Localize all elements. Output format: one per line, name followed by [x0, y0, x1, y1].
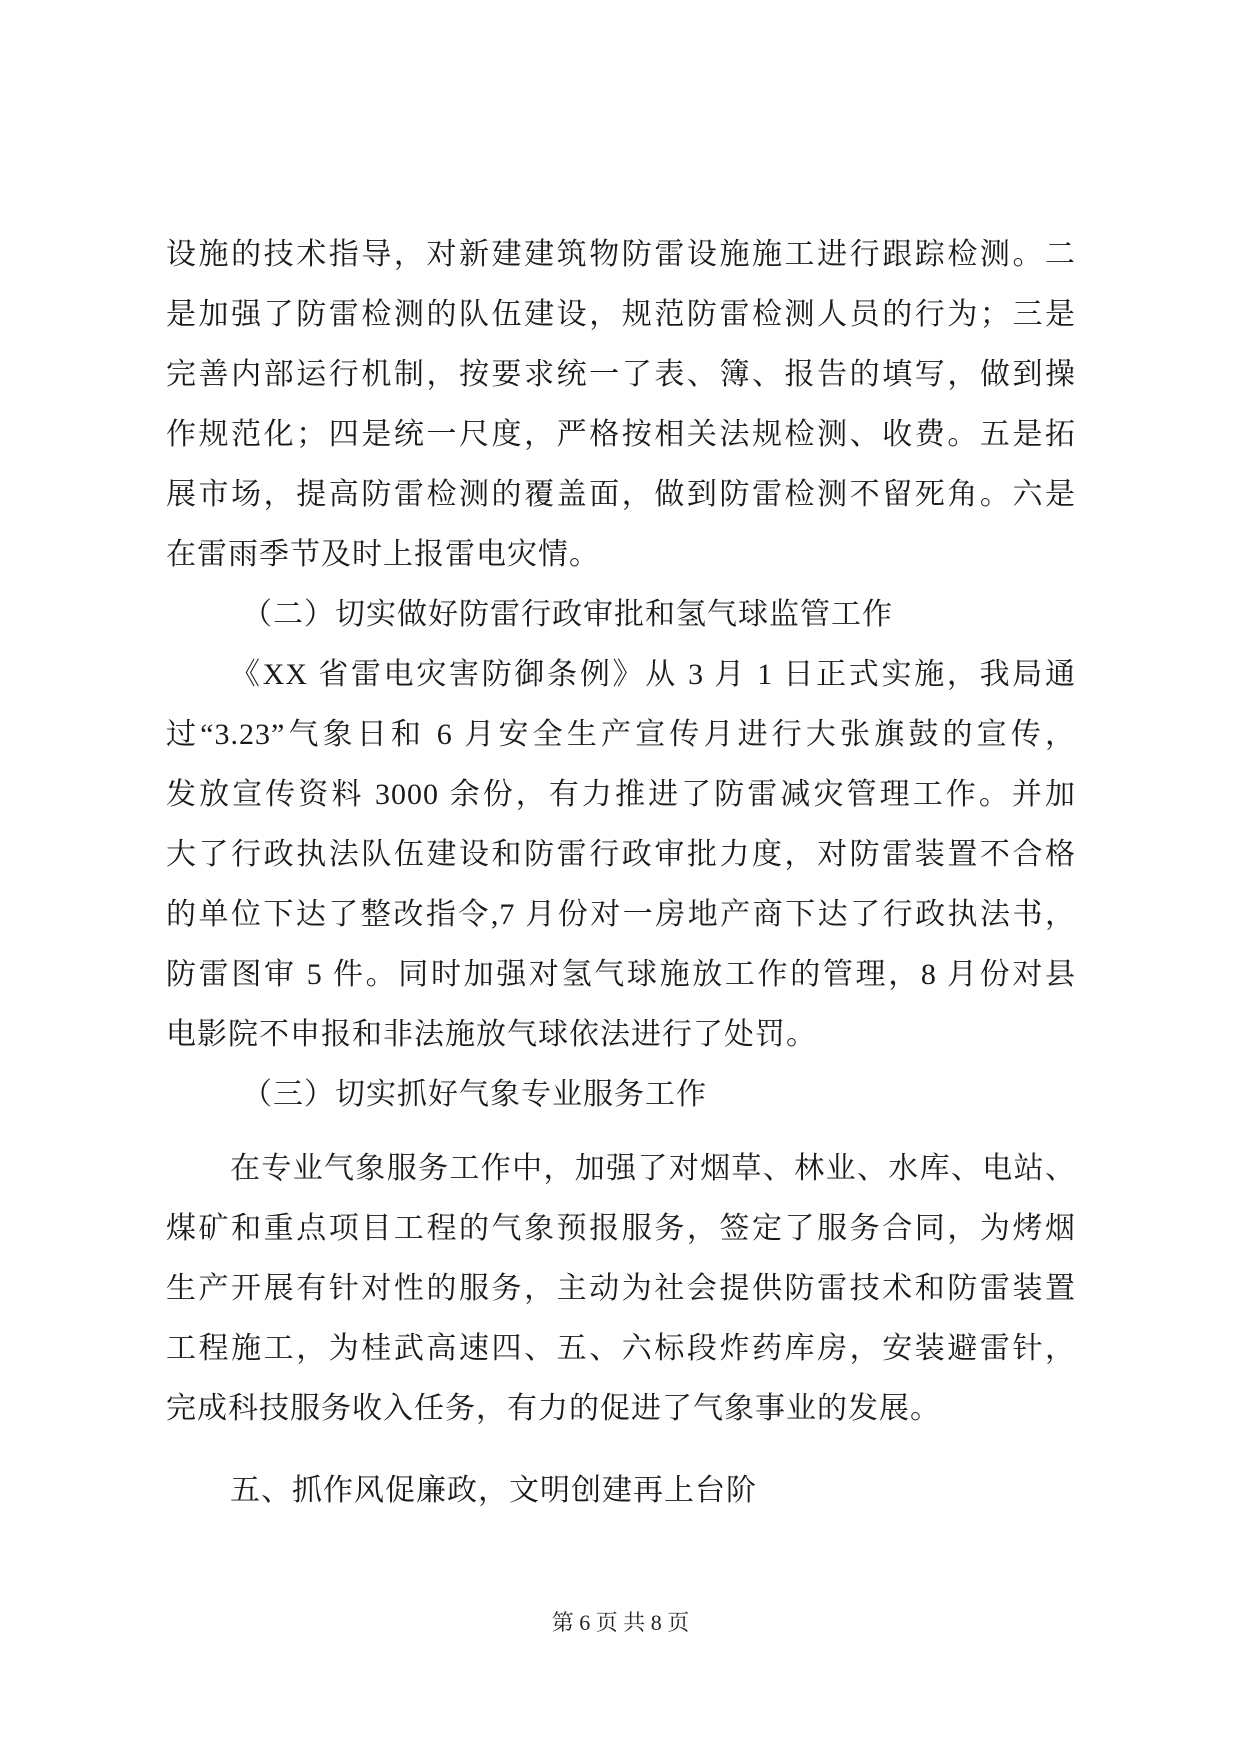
paragraph-line: 发放宣传资料 3000 余份，有力推进了防雷减灾管理工作。并加	[166, 778, 1076, 811]
section-heading: （三）切实抓好气象专业服务工作	[242, 1078, 707, 1111]
section-heading: （二）切实做好防雷行政审批和氢气球监管工作	[242, 598, 893, 631]
page-number-footer: 第 6 页 共 8 页	[551, 1610, 690, 1635]
paragraph-line: 工程施工，为桂武高速四、五、六标段炸药库房，安装避雷针，	[166, 1332, 1076, 1365]
paragraph-line: 电影院不申报和非法施放气球依法进行了处罚。	[166, 1018, 817, 1051]
paragraph-line: 在专业气象服务工作中，加强了对烟草、林业、水库、电站、	[230, 1152, 1076, 1185]
paragraph-line: 防雷图审 5 件。同时加强对氢气球施放工作的管理，8 月份对县	[166, 958, 1076, 991]
paragraph-line: 煤矿和重点项目工程的气象预报服务，签定了服务合同，为烤烟	[166, 1212, 1076, 1245]
paragraph-line: 完成科技服务收入任务，有力的促进了气象事业的发展。	[166, 1392, 941, 1425]
paragraph-line: 的单位下达了整改指令,7 月份对一房地产商下达了行政执法书，	[166, 898, 1076, 931]
document-body	[166, 225, 1076, 1521]
paragraph-line: 过“3.23”气象日和 6 月安全生产宣传月进行大张旗鼓的宣传，	[166, 718, 1076, 751]
paragraph-line: 完善内部运行机制，按要求统一了表、簿、报告的填写，做到操	[166, 358, 1076, 391]
paragraph-line: 生产开展有针对性的服务，主动为社会提供防雷技术和防雷装置	[166, 1272, 1076, 1305]
paragraph-line: 设施的技术指导，对新建建筑物防雷设施施工进行跟踪检测。二	[166, 238, 1076, 271]
paragraph-line: 作规范化；四是统一尺度，严格按相关法规检测、收费。五是拓	[166, 418, 1076, 451]
paragraph-line: 《XX 省雷电灾害防御条例》从 3 月 1 日正式实施，我局通	[230, 658, 1076, 691]
paragraph-line: 是加强了防雷检测的队伍建设，规范防雷检测人员的行为；三是	[166, 298, 1076, 331]
paragraph-line: 在雷雨季节及时上报雷电灾情。	[166, 538, 600, 571]
paragraph-line: 展市场，提高防雷检测的覆盖面，做到防雷检测不留死角。六是	[166, 478, 1076, 511]
paragraph-line: 大了行政执法队伍建设和防雷行政审批力度，对防雷装置不合格	[166, 838, 1076, 871]
section-heading: 五、抓作风促廉政，文明创建再上台阶	[230, 1474, 757, 1507]
